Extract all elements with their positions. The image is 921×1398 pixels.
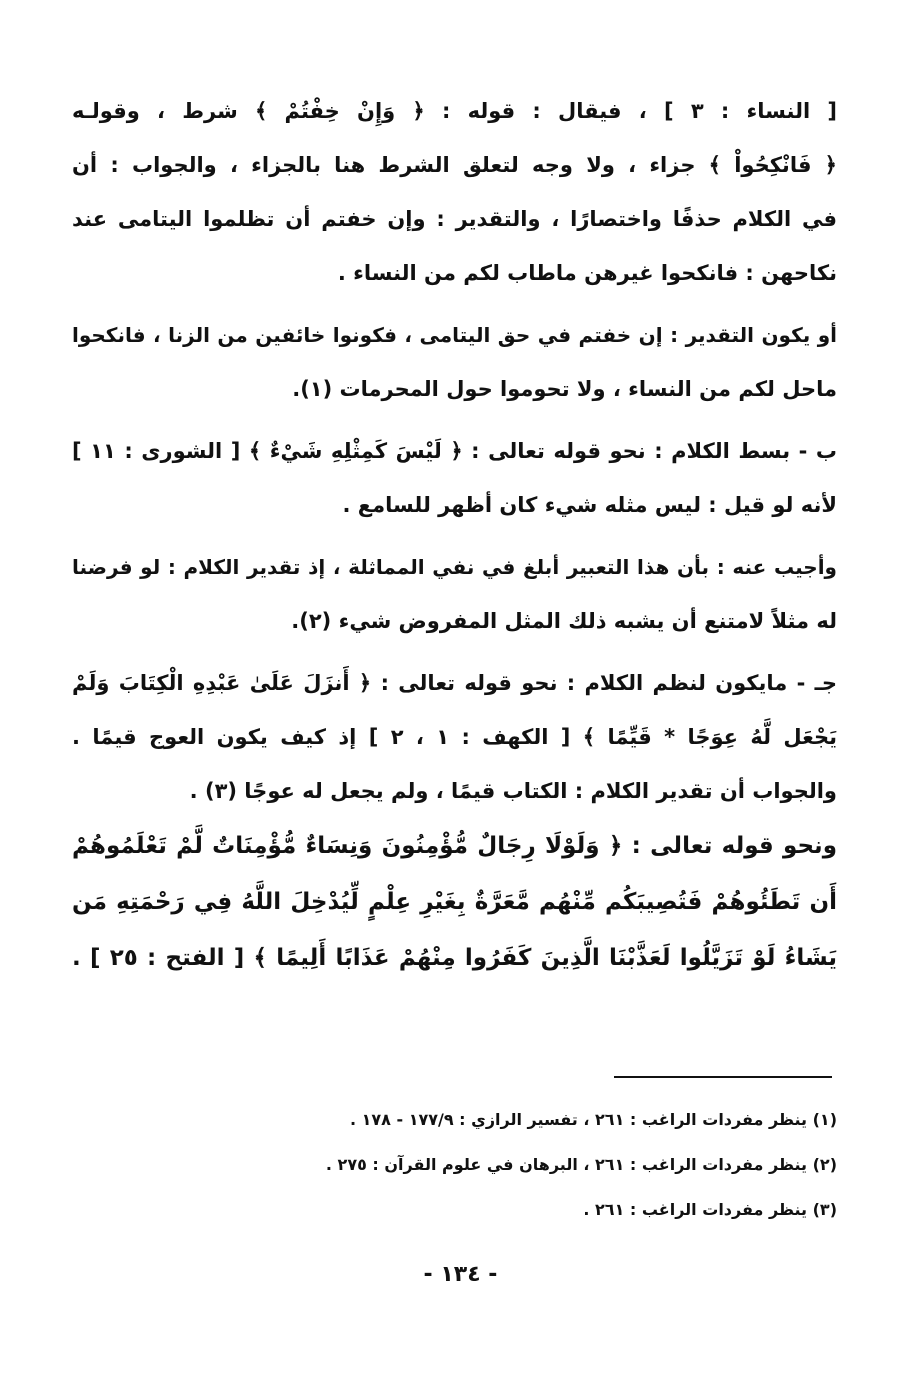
text-line: يَشَاءُ لَوْ تَزَيَّلُوا لَعَذَّبْنَا الَّذِينَ كَفَرُوا مِنْهُمْ عَذَابًا أَلِيمًا ﴾ [ الفتح : ٢٥ ] .: [72, 945, 837, 971]
text-line: ب - بسط الكلام : نحو قوله تعالى : ﴿ لَيْسَ كَمِثْلِهِ شَيْءٌ ﴾ [ الشورى : ١١ ]: [72, 439, 837, 463]
text-line: وأجيب عنه : بأن هذا التعبير أبلغ في نفي المماثلة ، إذ تقدير الكلام : لو فرضنا: [72, 555, 837, 579]
text-line: ونحو قوله تعالى : ﴿ وَلَوْلَا رِجَالٌ مُّؤْمِنُونَ وَنِسَاءٌ مُّؤْمِنَاتٌ لَّمْ تَعْلَمُوهُمْ: [72, 833, 837, 859]
text-line: والجواب أن تقدير الكلام : الكتاب قيمًا ، ولم يجعل له عوجًا (٣) .: [189, 779, 837, 803]
footnotes: [200, 1097, 837, 1232]
text-line: له مثلاً لامتنع أن يشبه ذلك المثل المفروض شيء (٢).: [291, 609, 837, 633]
body-text: [72, 84, 837, 986]
text-line: أَن تَطَئُوهُمْ فَتُصِيبَكُم مِّنْهُم مَّعَرَّةٌ بِغَيْرِ عِلْمٍ لِّيُدْخِلَ اللَّهُ فِي رَحْمَتِهِ مَن: [72, 889, 837, 915]
footnote-1: (١) ينظر مفردات الراغب : ٢٦١ ، تفسير الرازي : ١٧٧/٩ - ١٧٨ .: [349, 1110, 837, 1129]
text-line: أو يكون التقدير : إن خفتم في حق اليتامى ، فكونوا خائفين من الزنا ، فانكحوا: [72, 323, 837, 347]
text-line: ﴿ فَانْكِحُواْ ﴾ جزاء ، ولا وجه لتعلق الشرط هنا بالجزاء ، والجواب : أن: [72, 153, 837, 177]
text-line: نكاحهن : فانكحوا غيرهن ماطاب لكم من النساء .: [337, 261, 837, 285]
text-line: لأنه لو قيل : ليس مثله شيء كان أظهر للسامع .: [342, 493, 837, 517]
footnote-3: (٣) ينظر مفردات الراغب : ٢٦١ .: [583, 1200, 837, 1219]
text-line: [ النساء : ٣ ] ، فيقال : قوله : ﴿ وَإِنْ خِفْتُمْ ﴾ شرط ، وقولـه: [72, 99, 837, 123]
footnote-divider: [614, 1076, 832, 1078]
text-line: ماحل لكم من النساء ، ولا تحوموا حول المحرمات (١).: [292, 377, 837, 401]
text-line: في الكلام حذفًا واختصارًا ، والتقدير : وإن خفتم أن تظلموا اليتامى عند: [72, 207, 837, 231]
footnote-2: (٢) ينظر مفردات الراغب : ٢٦١ ، البرهان في علوم القرآن : ٢٧٥ .: [325, 1155, 837, 1174]
text-line: جـ - مايكون لنظم الكلام : نحو قوله تعالى : ﴿ أَنزَلَ عَلَىٰ عَبْدِهِ الْكِتَابَ وَلَمْ: [72, 671, 837, 695]
page-number: - ١٣٤ -: [423, 1262, 498, 1287]
text-line: يَجْعَل لَّهُ عِوَجًا * قَيِّمًا ﴾ [ الكهف : ١ ، ٢ ] إذ كيف يكون العوج قيمًا .: [72, 725, 837, 749]
